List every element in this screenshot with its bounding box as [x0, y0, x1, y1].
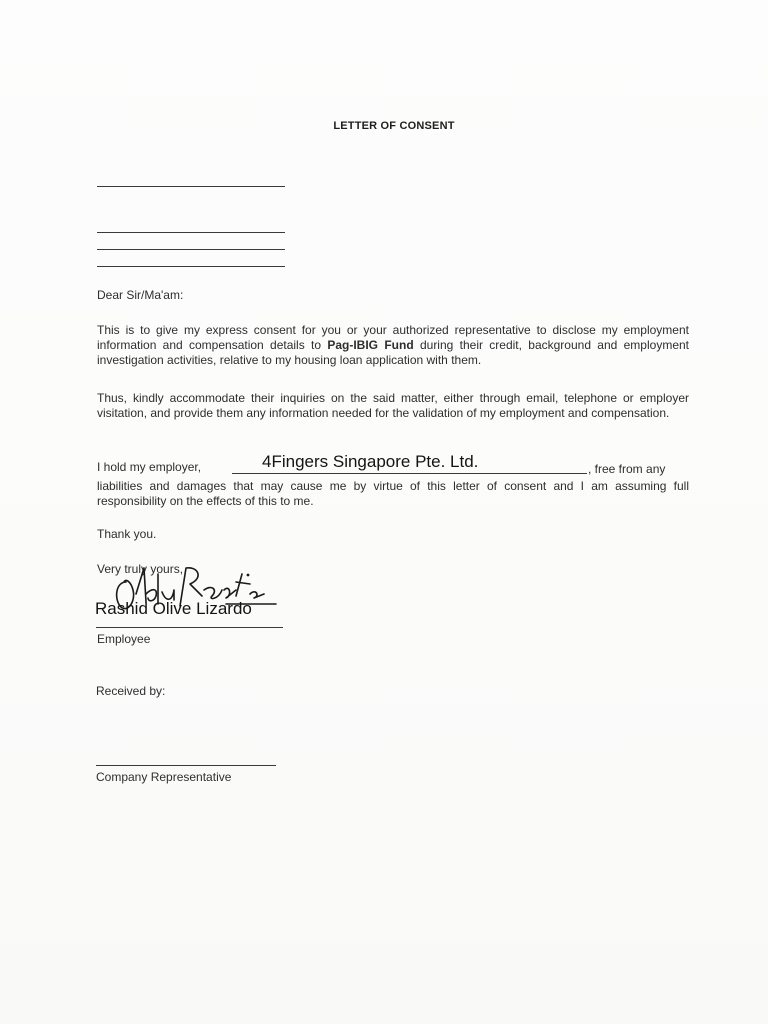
paragraph-liabilities: liabilities and damages that may cause me by virtue of this letter of consent and I am assuming full responsibility on the effects of this to me. [97, 479, 689, 508]
address-line-4 [97, 266, 285, 267]
paragraph-inquiries: Thus, kindly accommodate their inquiries on the said matter, either through email, telephone or employer visitation, and provide them any information needed for the validation of my employment and compensation. [97, 391, 689, 420]
employee-name: Rashid Olive Lizardo [95, 599, 252, 618]
paragraph-consent-end: during their credit, background and employment investigation activities, relative to my housing loan application with them. [97, 338, 689, 367]
employer-blank-line [232, 473, 587, 474]
employer-intro: I hold my employer, [97, 460, 202, 474]
salutation: Dear Sir/Ma'am: [97, 288, 184, 302]
employer-name: 4Fingers Singapore Pte. Ltd. [262, 452, 479, 471]
fund-name: Pag-IBIG Fund [327, 338, 414, 352]
address-line-1 [97, 186, 285, 187]
letter-title: LETTER OF CONSENT [333, 120, 455, 132]
address-line-2 [97, 232, 285, 233]
received-by: Received by: [96, 684, 166, 698]
company-rep-label: Company Representative [96, 770, 232, 784]
employer-suffix: , free from any [588, 462, 666, 476]
address-line-3 [97, 249, 285, 250]
paragraph-consent-start: This is to give my express consent for you or your authorized representative to disclose my employment information and compensation details to [97, 323, 689, 352]
closing: Very truly yours, [97, 562, 184, 576]
employee-signature-line [96, 627, 283, 628]
thank-you: Thank you. [97, 527, 157, 541]
employee-label: Employee [97, 632, 151, 646]
company-rep-line [96, 765, 276, 766]
paragraph-consent [97, 323, 689, 368]
